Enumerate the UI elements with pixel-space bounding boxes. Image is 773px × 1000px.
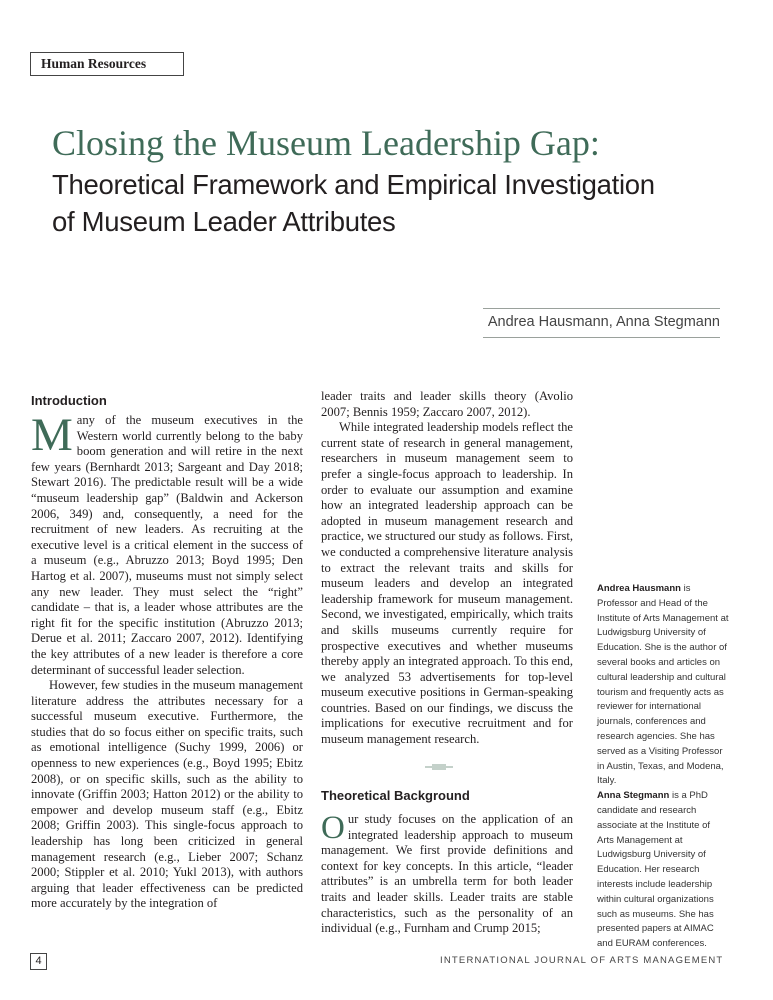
- bio-name-hausmann: Andrea Hausmann: [597, 583, 681, 594]
- authors-rule-bottom: [483, 337, 720, 338]
- drop-cap-m: M: [31, 409, 73, 461]
- intro-paragraph-3: leader traits and leader skills theory (Avolio 2007; Bennis 1959; Zaccaro 2007, 2012).: [321, 389, 573, 419]
- article-title: Closing the Museum Leadership Gap:: [52, 123, 600, 163]
- bio-text-stegmann: is a PhD candidate and research associate at the Institute of Arts Management at Ludwigsburg University of Education. Her research interests include leadership within cultural organizations such as museums. She has presented papers at AIMAC and EURAM conferences.: [597, 790, 714, 950]
- theoretical-background-heading: Theoretical Background: [321, 788, 470, 803]
- intro-paragraph-4: While integrated leadership models reflect the current state of research in general management, researchers in museum management seem to prefer a single-focus approach to leadership. In order to evaluate our assumption and examine how an integrated leadership approach can be adopted in museum management research and practice, we structured our study as follows. First, we conducted a comprehensive literature analysis to extract the relevant traits and skills for museum leaders and develop an integrated leadership framework for museum management. Second, we investigated, empirically, which traits and skills museums currently require for prospective executives and whether museums thereby apply an integrated approach. To this end, we analyzed 53 advertisements for top-level museum executive positions in German-speaking countries. Based on our findings, we discuss the implications for executive recruitment and for museum management research.: [321, 420, 573, 747]
- authors: Andrea Hausmann, Anna Stegmann: [487, 314, 720, 330]
- column-middle: [321, 389, 573, 748]
- introduction-heading: Introduction: [31, 393, 107, 408]
- section-label: Human Resources: [30, 52, 184, 76]
- intro-paragraph-1-text: any of the museum executives in the Western world currently belong to the baby boom generation and will retire in the next few years (Bernhardt 2013; Sargeant and Day 2018; Stewart 2016). The predictable result will be a wide “museum leadership gap” (Baldwin and Ackerson 2006, 349) and, consequently, a need for the recruitment of new leaders. As recruiting at the executive level is a critical element in the success of a museum (e.g., Abruzzo 2013; Boyd 1995; Den Hartog et al. 2007), museums must not simply select any new leader. They must select the “right” candidate – that is, a leader whose attributes are the right fit for the specific institution (Abruzzo 2013; Derue et al. 2011; Zaccaro 2007, 2012). Identifying the key attributes of a new leader is therefore a core determinant of successful leader selection.: [31, 413, 303, 677]
- intro-paragraph-1: [31, 409, 303, 678]
- subtitle-line-2: of Museum Leader Attributes: [52, 206, 396, 237]
- authors-rule-top: [483, 308, 720, 309]
- theory-paragraph-1: [321, 812, 573, 937]
- column-middle-lower: [321, 812, 573, 937]
- intro-paragraph-2: However, few studies in the museum management literature address the attributes necessary for a successful museum executive. Furthermore, the studies that do so focus either on specific traits, such as emotional intelligence (Suchy 1999, 2006) or openness to new experiences (e.g., Boyd 1995; Ebitz 2008), or on specific skills, such as the ability to innovate (Griffin 2003; Hatton 2012) or the ability to empower and develop museum staff (e.g., Ebitz 2008; Griffin 2003). This single-focus approach to leadership has long been criticized in general management research (e.g., Lieber 2007; Schanz 2000; Stippler et al. 2010; Yukl 2013), with authors arguing that leader effectiveness can be predicted more accurately by the integration of: [31, 678, 303, 911]
- page-number: 4: [30, 953, 47, 970]
- author-bios: [597, 582, 729, 952]
- bio-text-hausmann: is Professor and Head of the Institute of Arts Management at Ludwigsburg University of Education. She is the author of several books and articles on cultural leadership and cultural tourism and frequently acts as reviewer for international journals, conferences and research agencies. She has served as a Visiting Professor in Austin, Texas, and Modena, Italy.: [597, 583, 729, 787]
- column-left: [31, 409, 303, 912]
- theory-paragraph-1-text: ur study focuses on the application of an integrated leadership approach to museum management. We first provide definitions and context for key concepts. In this article, “leader attributes” is an umbrella term for both leader traits and leader skills. Leader traits are stable characteristics, such as the personality of an individual (e.g., Furnham and Crump 2015;: [321, 812, 573, 936]
- bio-stegmann: [597, 789, 729, 952]
- journal-name: INTERNATIONAL JOURNAL OF ARTS MANAGEMENT: [440, 955, 724, 966]
- subtitle-line-1: Theoretical Framework and Empirical Investigation: [52, 169, 655, 200]
- section-divider-ornament: [425, 762, 453, 772]
- bio-hausmann: [597, 582, 729, 789]
- bio-name-stegmann: Anna Stegmann: [597, 790, 670, 802]
- drop-cap-o: O: [321, 810, 345, 846]
